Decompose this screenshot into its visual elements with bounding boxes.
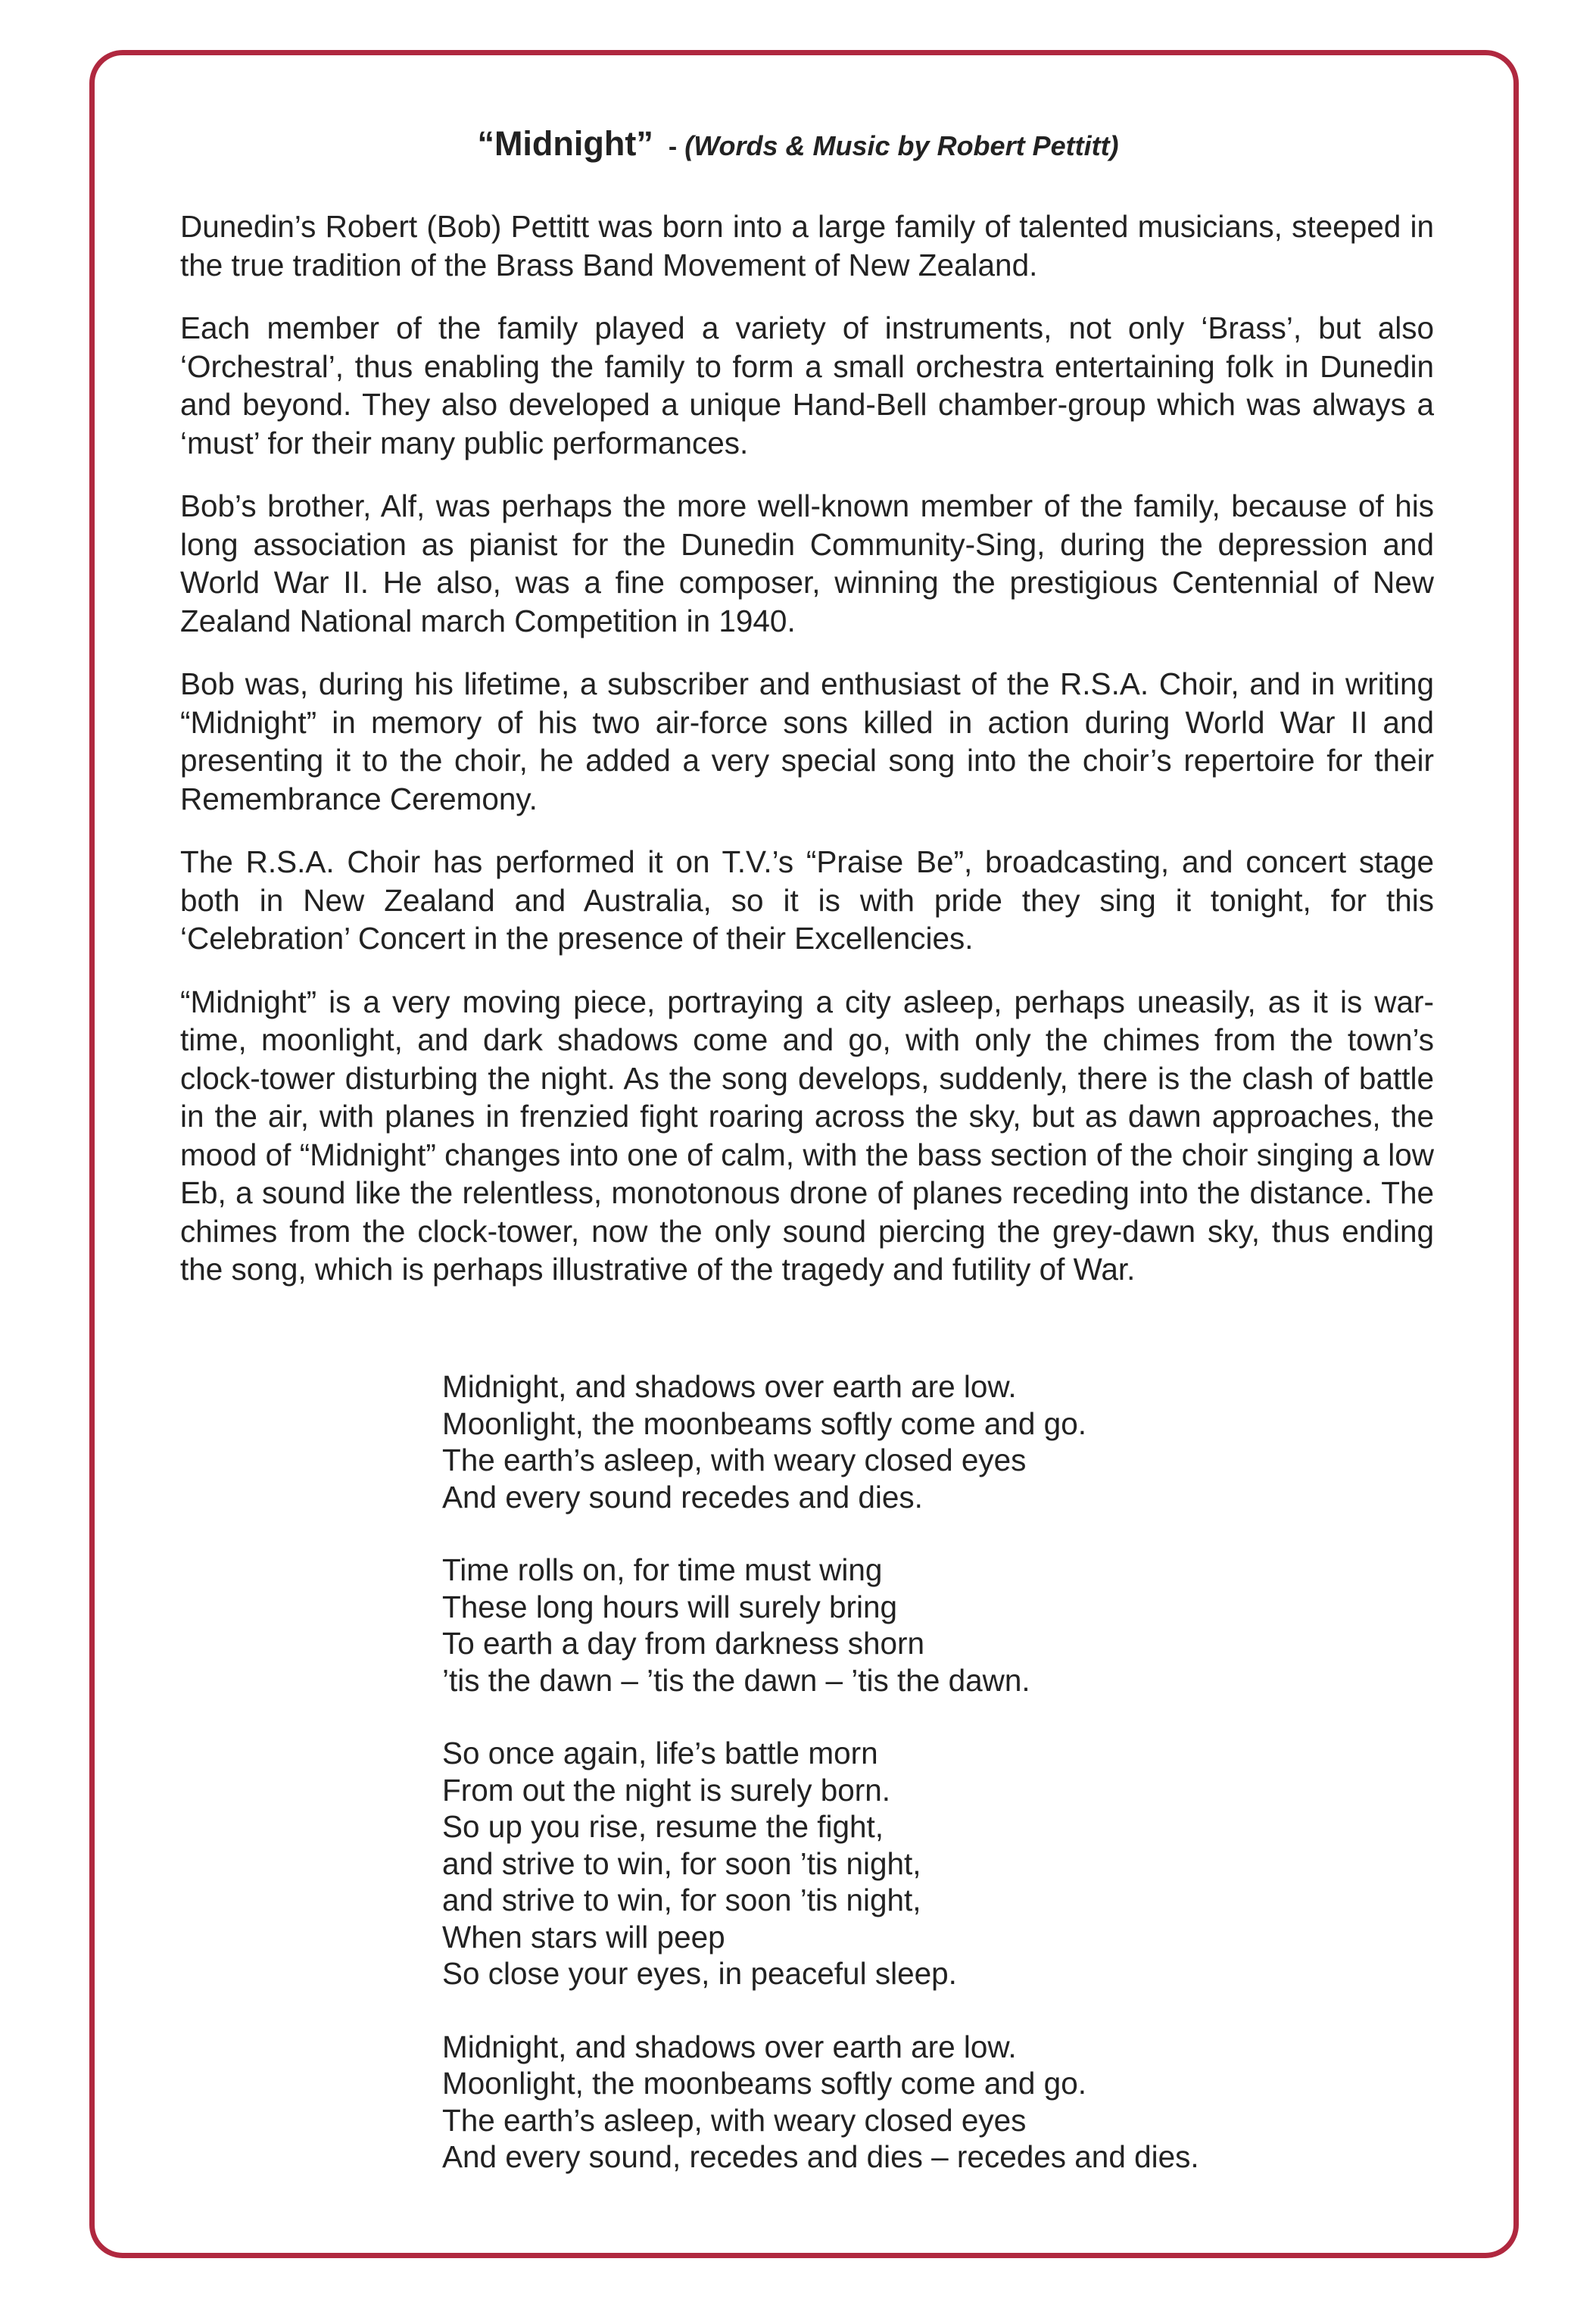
verse-2 — [442, 1552, 1351, 1699]
verse-1 — [442, 1368, 1351, 1515]
lyric-line: The earth’s asleep, with weary closed eyes — [442, 1443, 1027, 1477]
lyric-line: So once again, life’s battle morn — [442, 1736, 878, 1770]
paragraph: Bob was, during his lifetime, a subscriber and enthusiast of the R.S.A. Choir, and in writing “Midnight” in memory of his two air-force sons killed in action during World War II and presenting it to the choir, he added a very special song into the choir’s repertoire for their Remembrance Ceremony. — [180, 666, 1434, 816]
paragraph: “Midnight” is a very moving piece, portraying a city asleep, perhaps uneasily, as it is war-time, moonlight, and dark shadows come and go, with only the chimes from the town’s clock-tower disturbing the night. As the song develops, suddenly, there is the clash of battle in the air, with planes in frenzied fight roaring across the sky, but as dawn approaches, the mood of “Midnight” changes into one of calm, with the bass section of the choir singing a low Eb, a sound like the relentless, monotonous drone of planes receding into the distance. The chimes from the clock-tower, now the only sound piercing the grey-dawn sky, thus ending the song, which is perhaps illustrative of the tragedy and futility of War. — [180, 984, 1434, 1287]
lyric-line: Moonlight, the moonbeams softly come and go. — [442, 2066, 1086, 2101]
lyric-line: And every sound recedes and dies. — [442, 1479, 923, 1515]
title-separator: - — [668, 133, 678, 161]
song-credit: (Words & Music by Robert Pettitt) — [684, 130, 1119, 161]
lyric-line: Moonlight, the moonbeams softly come and go. — [442, 1405, 1086, 1441]
paragraph: Bob’s brother, Alf, was perhaps the more well-known member of the family, because of his long association as pianist for the Dunedin Community-Sing, during the depression and World War II. He also, was a fine composer, winning the prestigious Centennial of New Zealand National march Competition in 1940. — [180, 488, 1434, 638]
lyric-line: So close your eyes, in peaceful sleep. — [442, 1956, 957, 1991]
lyric-line: To earth a day from darkness shorn — [442, 1626, 925, 1661]
verse-4 — [442, 2029, 1351, 2176]
lyric-line: So up you rise, resume the fight, — [442, 1809, 884, 1844]
song-lyrics — [442, 1368, 1351, 2212]
lyric-line: and strive to win, for soon ’tis night, — [442, 1845, 921, 1881]
lyric-line: From out the night is surely born. — [442, 1772, 891, 1808]
song-title-heading — [0, 121, 1596, 175]
lyric-line: These long hours will surely bring — [442, 1589, 898, 1624]
article-body — [180, 207, 1434, 1314]
lyric-line: Midnight, and shadows over earth are low. — [442, 1369, 1017, 1404]
lyric-line: And every sound, recedes and dies – recedes and dies. — [442, 2139, 1199, 2174]
paragraph: Each member of the family played a variety of instruments, not only ‘Brass’, but also ‘Orchestral’, thus enabling the family to form a small orchestra entertaining folk in Dunedin and beyond. They also developed a unique Hand-Bell chamber-group which was always a ‘must’ for their many public performances. — [180, 310, 1434, 460]
verse-3 — [442, 1735, 1351, 1992]
paragraph: Dunedin’s Robert (Bob) Pettitt was born into a large family of talented musicians, steeped in the true tradition of the Brass Band Movement of New Zealand. — [180, 209, 1434, 282]
lyric-line: ’tis the dawn – ’tis the dawn – ’tis the dawn. — [442, 1662, 1030, 1698]
paragraph: The R.S.A. Choir has performed it on T.V.’s “Praise Be”, broadcasting, and concert stage both in New Zealand and Australia, so it is with pride they sing it tonight, for this ‘Celebration’ Concert in the presence of their Excellencies. — [180, 844, 1434, 956]
lyric-line: When stars will peep — [442, 1919, 725, 1954]
song-title: “Midnight” — [477, 124, 653, 163]
lyric-line: The earth’s asleep, with weary closed eyes — [442, 2102, 1027, 2138]
lyric-line: Time rolls on, for time must wing — [442, 1552, 883, 1587]
lyric-line: Midnight, and shadows over earth are low. — [442, 2029, 1017, 2064]
lyric-line: and strive to win, for soon ’tis night, — [442, 1883, 921, 1917]
